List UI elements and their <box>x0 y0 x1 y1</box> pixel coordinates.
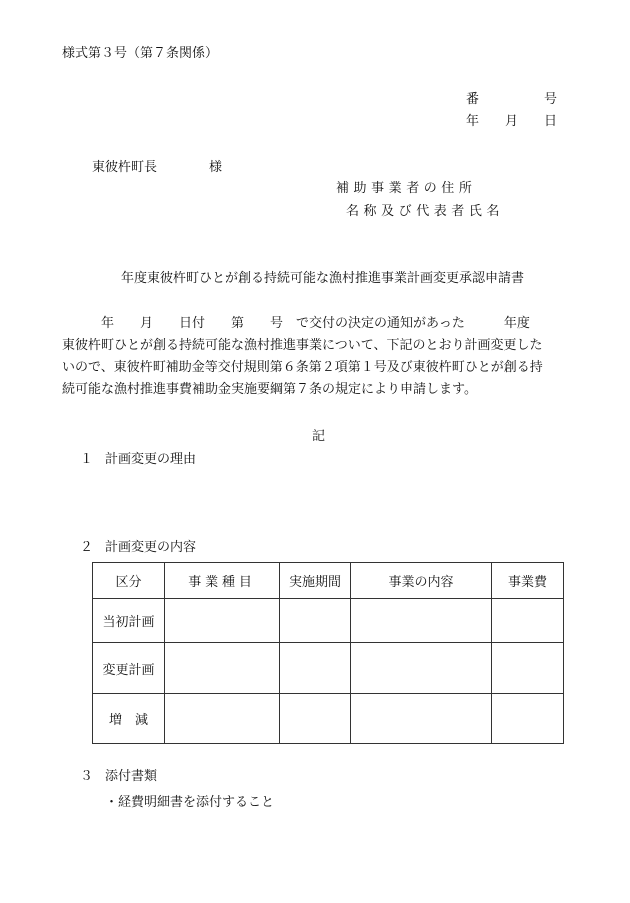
table-cell <box>165 599 280 643</box>
header-period: 実施期間 <box>280 563 351 599</box>
number-line: 番 号 <box>466 92 558 107</box>
section-1-number: １ <box>80 452 94 467</box>
table-cell <box>351 599 492 643</box>
table-cell <box>351 694 492 744</box>
attachment-note: ・経費明細書を添付すること <box>105 795 275 810</box>
table-cell <box>492 643 564 694</box>
section-3-title: 添付書類 <box>105 769 158 784</box>
table-cell <box>280 599 351 643</box>
table-cell <box>492 599 564 643</box>
table-cell <box>492 694 564 744</box>
header-category: 区分 <box>93 563 165 599</box>
table-header-row <box>93 563 564 599</box>
body-line-3: いので、東彼杵町補助金等交付規則第６条第２項第１号及び東彼杵町ひとが創る持 <box>62 360 543 375</box>
header-content: 事業の内容 <box>351 563 492 599</box>
section-2-title: 計画変更の内容 <box>105 540 197 555</box>
section-1-title: 計画変更の理由 <box>105 452 197 467</box>
addressee: 東彼杵町長 様 <box>92 160 223 175</box>
plan-change-table <box>92 562 564 744</box>
document-title: 年度東彼杵町ひとが創る持続可能な漁村推進事業計画変更承認申請書 <box>121 271 525 286</box>
form-label: 様式第３号（第７条関係） <box>62 46 219 61</box>
ki-heading: 記 <box>312 429 326 444</box>
body-line-2: 東彼杵町ひとが創る持続可能な漁村推進事業について、下記のとおり計画変更した <box>62 338 543 353</box>
header-project-type: 事業種目 <box>165 563 280 599</box>
section-3-number: ３ <box>80 769 94 784</box>
body-line-4: 続可能な漁村推進事費補助金実施要綱第７条の規定により申請します。 <box>62 382 477 397</box>
table-cell <box>280 643 351 694</box>
row-label-original-plan: 当初計画 <box>93 599 165 643</box>
date-line: 年 月 日 <box>466 114 558 129</box>
table-cell <box>165 694 280 744</box>
table-row <box>93 643 564 694</box>
body-line-1: 年 月 日付 第 号 で交付の決定の通知があった 年度 <box>62 316 530 331</box>
section-2-number: ２ <box>80 540 94 555</box>
table-cell <box>351 643 492 694</box>
table-cell <box>280 694 351 744</box>
table-row <box>93 694 564 744</box>
row-label-increase-decrease: 増 減 <box>93 694 165 744</box>
row-label-changed-plan: 変更計画 <box>93 643 165 694</box>
applicant-address-label: 補助事業者の住所 <box>336 181 477 196</box>
header-cost: 事業費 <box>492 563 564 599</box>
applicant-name-label: 名称及び代表者氏名 <box>346 204 504 219</box>
table-row <box>93 599 564 643</box>
table-cell <box>165 643 280 694</box>
